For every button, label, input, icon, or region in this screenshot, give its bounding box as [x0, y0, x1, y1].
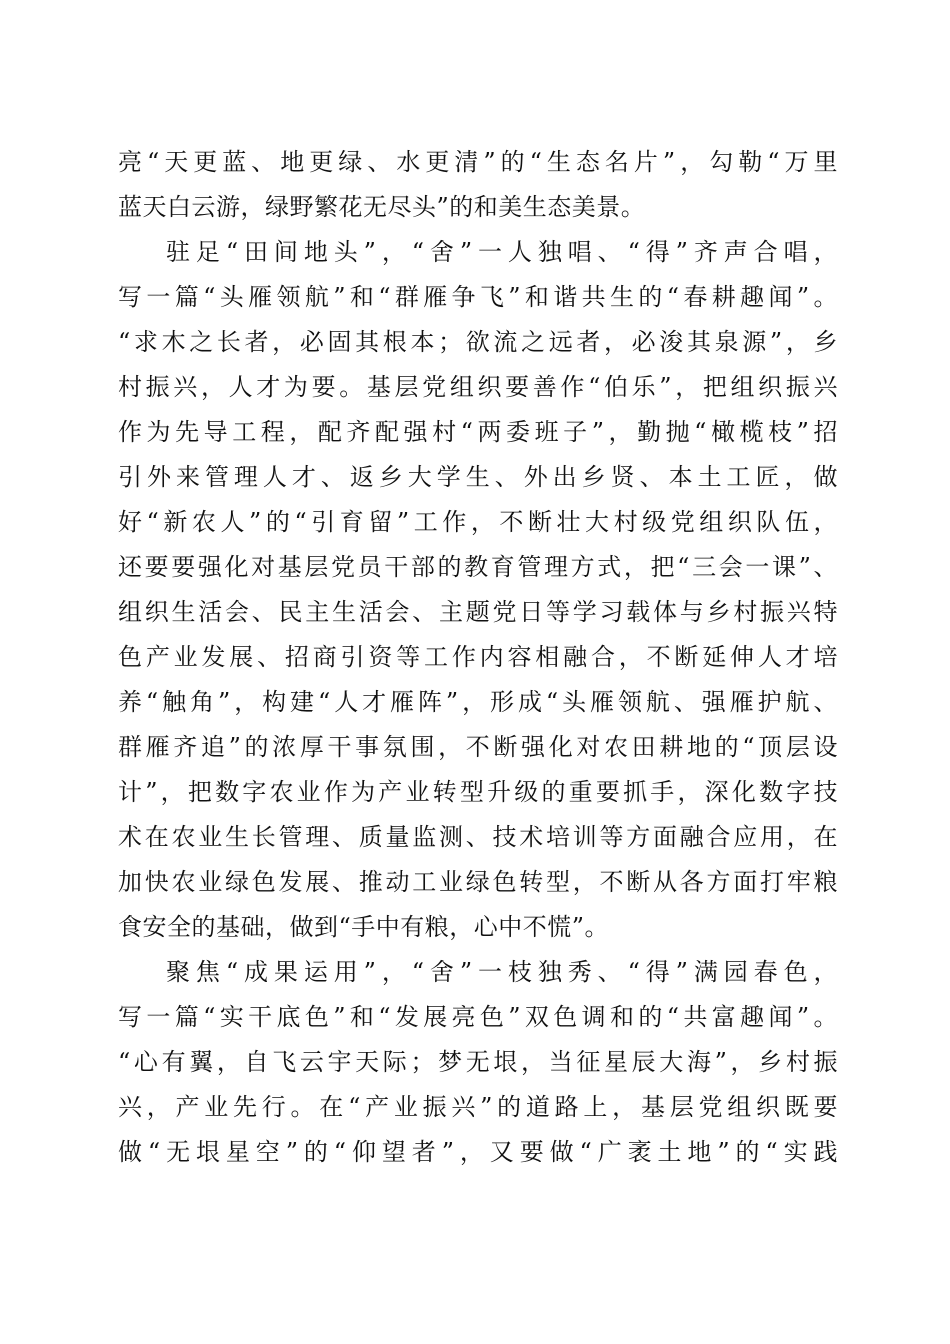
- text-line: 引外来管理人才、返乡大学生、外出乡贤、本土工匠，做: [118, 463, 838, 491]
- text-line: 村振兴，人才为要。基层党组织要善作“伯乐”，把组织振兴: [118, 373, 838, 401]
- text-line: 计”，把数字农业作为产业转型升级的重要抓手，深化数字技: [118, 778, 838, 806]
- text-line: 作为先导工程，配齐配强村“两委班子”，勤抛“橄榄枝”招: [118, 418, 838, 446]
- text-line: 术在农业生长管理、质量监测、技术培训等方面融合应用，在: [118, 823, 838, 851]
- text-line: 写一篇“头雁领航”和“群雁争飞”和谐共生的“春耕趣闻”。: [118, 283, 838, 311]
- text-line: 群雁齐追”的浓厚干事氛围，不断强化对农田耕地的“顶层设: [118, 733, 838, 761]
- text-line: 做“无垠星空”的“仰望者”，又要做“广袤土地”的“实践: [118, 1138, 838, 1166]
- text-line: “心有翼，自飞云宇天际；梦无垠，当征星辰大海”，乡村振: [118, 1048, 838, 1076]
- text-line: 兴，产业先行。在“产业振兴”的道路上，基层党组织既要: [118, 1093, 838, 1121]
- document-body: [118, 140, 838, 1175]
- text-line: 组织生活会、民主生活会、主题党日等学习载体与乡村振兴特: [118, 598, 838, 626]
- text-line: 养“触角”，构建“人才雁阵”，形成“头雁领航、强雁护航、: [118, 688, 838, 716]
- text-line: 好“新农人”的“引育留”工作，不断壮大村级党组织队伍，: [118, 508, 838, 536]
- paragraph-first-line: 聚焦“成果运用”，“舍”一枝独秀、“得”满园春色，: [166, 958, 838, 986]
- text-line: 蓝天白云游，绿野繁花无尽头”的和美生态美景。: [118, 193, 646, 221]
- text-line: 食安全的基础，做到“手中有粮，心中不慌”。: [118, 913, 610, 941]
- text-line: 还要要强化对基层党员干部的教育管理方式，把“三会一课”、: [118, 553, 838, 581]
- text-line: “求木之长者，必固其根本；欲流之远者，必浚其泉源”，乡: [118, 328, 838, 356]
- text-line: 加快农业绿色发展、推动工业绿色转型，不断从各方面打牢粮: [118, 868, 838, 896]
- paragraph-first-line: 驻足“田间地头”，“舍”一人独唱、“得”齐声合唱，: [166, 238, 838, 266]
- text-line: 写一篇“实干底色”和“发展亮色”双色调和的“共富趣闻”。: [118, 1003, 838, 1031]
- text-line: 亮“天更蓝、地更绿、水更清”的“生态名片”，勾勒“万里: [118, 148, 838, 176]
- text-line: 色产业发展、招商引资等工作内容相融合，不断延伸人才培: [118, 643, 838, 671]
